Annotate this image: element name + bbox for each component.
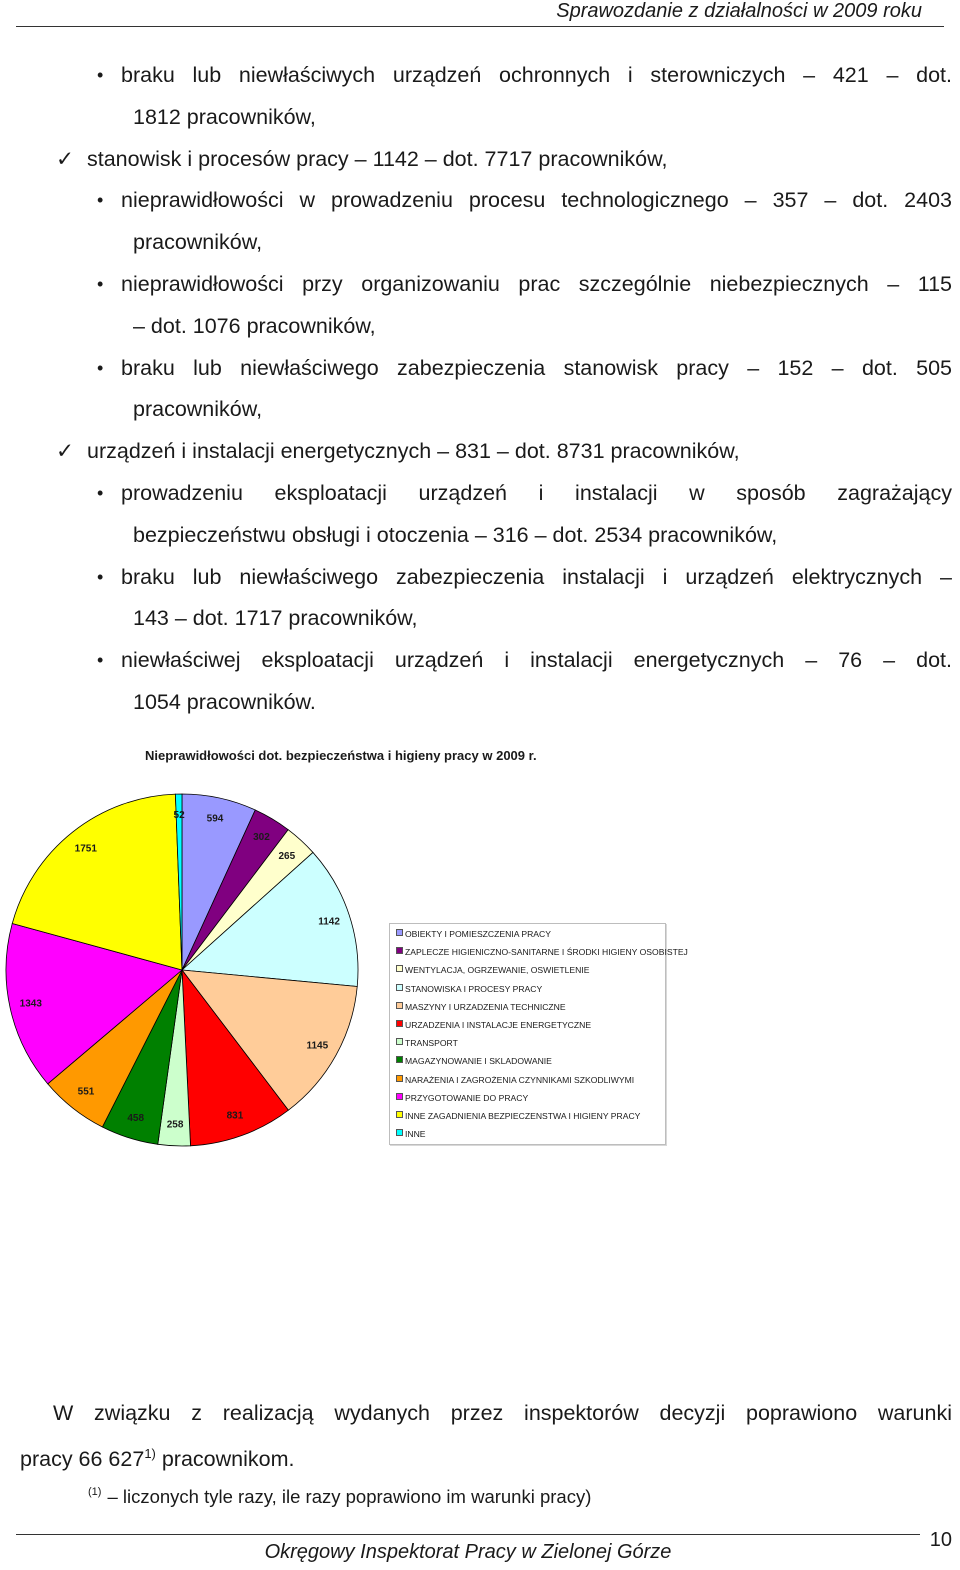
pie-data-label: 1343 bbox=[19, 998, 42, 1010]
list-item-text: niewłaściwej eksploatacji urządzeń i instalacji energetycznych – 76 – dot. bbox=[121, 648, 952, 673]
bullet-icon: • bbox=[97, 483, 104, 503]
bullet-icon: • bbox=[97, 190, 104, 211]
pie-data-label: 258 bbox=[166, 1119, 184, 1131]
legend-label: INNE ZAGADNIENIA BEZPIECZENSTWA I HIGIENY PRACY bbox=[405, 1111, 641, 1121]
legend-swatch bbox=[396, 1093, 403, 1100]
legend-item bbox=[396, 947, 688, 957]
pie-data-label: 52 bbox=[173, 810, 185, 822]
summary-line-2 bbox=[20, 1441, 294, 1472]
pie-data-label: 1751 bbox=[74, 843, 97, 855]
legend-swatch bbox=[396, 1002, 403, 1009]
header-title: Sprawozdanie z działalności w 2009 roku bbox=[556, 0, 922, 22]
footnote bbox=[88, 1480, 591, 1509]
legend-label: ZAPLECZE HIGIENICZNO-SANITARNE I ŚRODKI HIGIENY OSOBISTEJ bbox=[405, 947, 688, 958]
legend-swatch bbox=[396, 1020, 403, 1027]
legend-item bbox=[396, 965, 589, 975]
pie-data-label: 1142 bbox=[318, 916, 340, 928]
legend-swatch bbox=[396, 929, 403, 936]
summary-tail: pracownikom. bbox=[155, 1447, 295, 1472]
legend-label: TRANSPORT bbox=[405, 1038, 458, 1049]
check-icon: ✓ bbox=[56, 146, 75, 171]
pie-data-label: 458 bbox=[127, 1112, 145, 1124]
legend-label: MASZYNY I URZADZENIA TECHNICZNE bbox=[405, 1001, 566, 1012]
list-item-continuation: 1054 pracowników. bbox=[133, 690, 316, 714]
legend-label: NARAŻENIA I ZAGROŻENIA CZYNNIKAMI SZKODLIWYMI bbox=[405, 1074, 635, 1085]
footnote-marker: (1) bbox=[88, 1486, 102, 1498]
legend-label: MAGAZYNOWANIE I SKLADOWANIE bbox=[405, 1056, 552, 1067]
bullet-icon: • bbox=[97, 357, 104, 378]
list-item-continuation: 143 – dot. 1717 pracowników, bbox=[133, 606, 418, 631]
pie-data-label: 265 bbox=[278, 850, 296, 862]
legend-swatch bbox=[396, 1111, 403, 1118]
summary-line-1: W związku z realizacją wydanych przez inspektorów decyzji poprawiono warunki bbox=[53, 1401, 952, 1425]
list-item-text: nieprawidłowości w prowadzeniu procesu technologicznego – 357 – dot. 2403 bbox=[121, 188, 952, 213]
list-item-continuation: 1812 pracowników, bbox=[133, 104, 316, 129]
pie-data-label: 1145 bbox=[306, 1040, 329, 1052]
legend-label: INNE bbox=[405, 1129, 426, 1140]
summary-footnote-ref: 1) bbox=[144, 1446, 156, 1461]
page-header bbox=[16, 0, 944, 27]
legend-item bbox=[396, 1002, 566, 1012]
footnote-text: – liczonych tyle razy, ile razy poprawiono im warunki pracy) bbox=[107, 1486, 592, 1507]
legend-swatch bbox=[396, 1075, 403, 1082]
legend-label: PRZYGOTOWANIE DO PRACY bbox=[405, 1092, 529, 1103]
pie-data-label: 831 bbox=[226, 1110, 244, 1122]
legend-label: URZADZENIA I INSTALACJE ENERGETYCZNE bbox=[405, 1020, 592, 1030]
legend-label: STANOWISKA I PROCESY PRACY bbox=[405, 983, 543, 994]
pie-chart bbox=[0, 770, 380, 1150]
legend-swatch bbox=[396, 1038, 403, 1045]
bullet-icon: • bbox=[97, 274, 104, 294]
legend-item bbox=[396, 929, 551, 939]
legend-swatch bbox=[396, 1056, 403, 1063]
list-item-text: prowadzeniu eksploatacji urządzeń i instalacji w sposób zagrażający bbox=[121, 481, 952, 505]
legend-swatch bbox=[396, 947, 403, 954]
pie-data-label: 302 bbox=[253, 832, 270, 844]
legend-swatch bbox=[396, 984, 403, 991]
legend-swatch bbox=[396, 965, 403, 972]
list-item-continuation: pracowników, bbox=[133, 230, 263, 255]
chart-title: Nieprawidłowości dot. bezpieczeństwa i higieny pracy w 2009 r. bbox=[145, 748, 537, 763]
legend-item bbox=[396, 1111, 640, 1121]
list-item-text: braku lub niewłaściwego zabezpieczenia stanowisk pracy – 152 – dot. 505 bbox=[121, 355, 952, 380]
list-item-continuation: pracowników, bbox=[133, 397, 263, 422]
check-icon: ✓ bbox=[56, 439, 75, 464]
footer-text: Okręgowy Inspektorat Pracy w Zielonej Górze bbox=[264, 1541, 672, 1563]
legend-label: OBIEKTY I POMIESZCZENIA PRACY bbox=[405, 929, 551, 939]
legend-label: WENTYLACJA, OGRZEWANIE, OSWIETLENIE bbox=[405, 965, 590, 976]
summary-text: pracy 66 627 bbox=[20, 1447, 145, 1472]
bullet-icon: • bbox=[97, 650, 104, 671]
legend-item bbox=[396, 984, 542, 994]
chart-legend bbox=[389, 923, 688, 1145]
legend-item bbox=[396, 1075, 634, 1085]
page-number: 10 bbox=[929, 1529, 952, 1551]
list-item-text: braku lub niewłaściwych urządzeń ochronnych i sterowniczych – 421 – dot. bbox=[121, 63, 952, 87]
list-item-continuation: – dot. 1076 pracowników, bbox=[133, 313, 376, 338]
list-item-text: urządzeń i instalacji energetycznych – 831 – dot. 8731 pracowników, bbox=[87, 439, 740, 464]
legend-item bbox=[396, 1129, 426, 1139]
bullet-icon: • bbox=[97, 566, 104, 587]
pie-data-label: 551 bbox=[77, 1086, 95, 1098]
bullet-icon: • bbox=[97, 65, 104, 85]
legend-item bbox=[396, 1020, 591, 1030]
list-item-text: stanowisk i procesów pracy – 1142 – dot. 7717 pracowników, bbox=[87, 146, 668, 171]
list-item-text: nieprawidłowości przy organizowaniu prac szczególnie niebezpiecznych – 115 bbox=[121, 272, 952, 296]
list-item-continuation: bezpieczeństwu obsługi i otoczenia – 316 – dot. 2534 pracowników, bbox=[133, 522, 778, 547]
legend-item bbox=[396, 1093, 528, 1103]
list-item-text: braku lub niewłaściwego zabezpieczenia instalacji i urządzeń elektrycznych – bbox=[121, 564, 952, 589]
pie-data-label: 594 bbox=[206, 813, 224, 825]
legend-swatch bbox=[396, 1129, 403, 1136]
legend-item bbox=[396, 1056, 552, 1066]
page-footer bbox=[16, 1534, 920, 1563]
legend-item bbox=[396, 1038, 458, 1048]
